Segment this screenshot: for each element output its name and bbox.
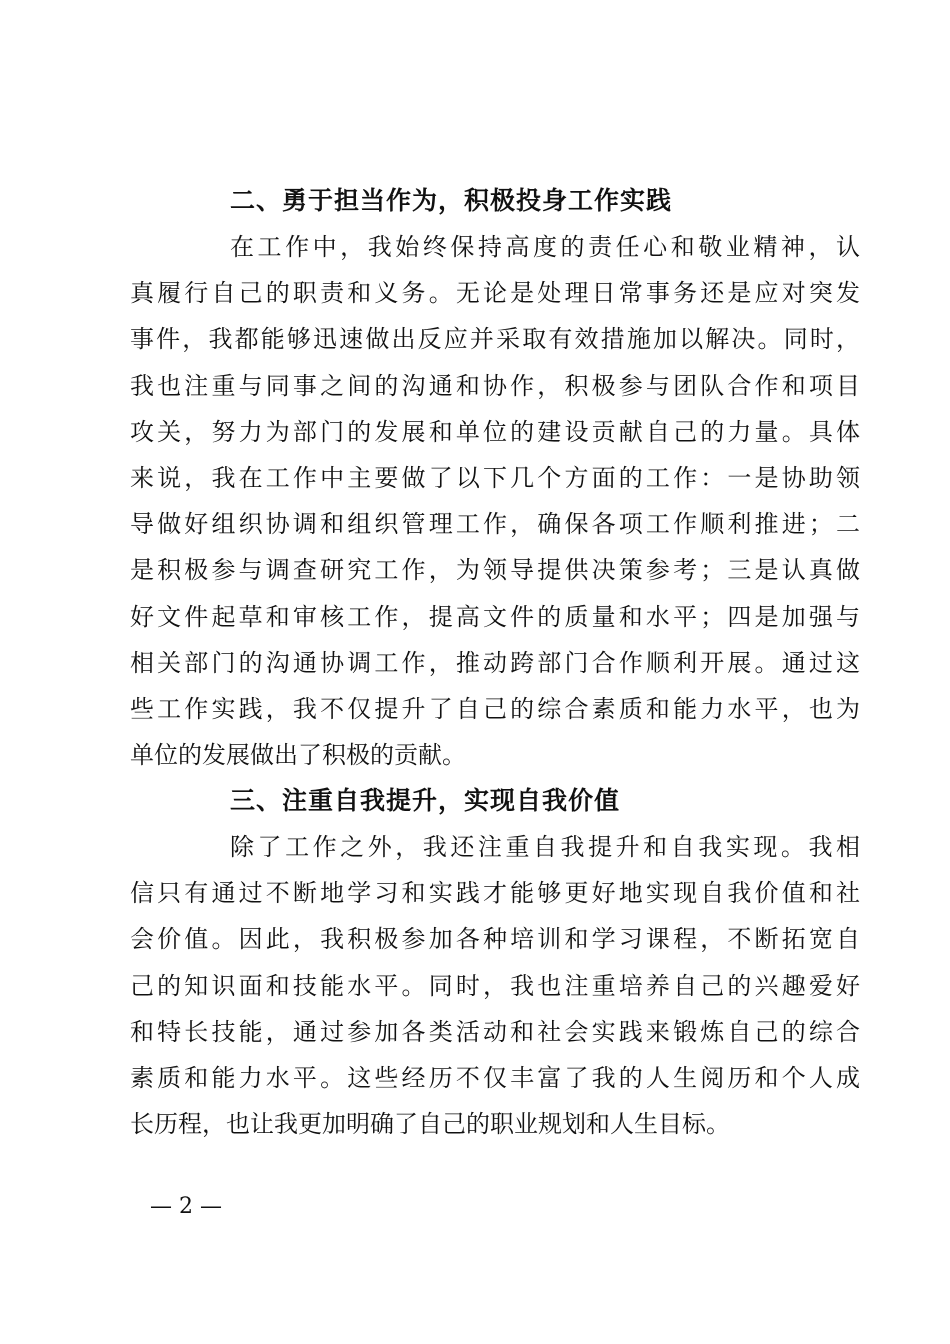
paragraph-line: 攻关，努力为部门的发展和单位的建设贡献自己的力量。具体 [130, 417, 860, 446]
paragraph-line: 单位的发展做出了积极的贡献。 [130, 741, 466, 770]
section-heading-3: 三、注重自我提升，实现自我价值 [230, 786, 621, 815]
paragraph-line: 是积极参与调查研究工作，为领导提供决策参考；三是认真做 [130, 556, 860, 585]
paragraph-line: 己的知识面和技能水平。同时，我也注重培养自己的兴趣爱好 [130, 971, 860, 1000]
paragraph-line: 长历程，也让我更加明确了自己的职业规划和人生目标。 [130, 1110, 730, 1139]
page-number: — 2 — [150, 1194, 222, 1219]
section-paragraph-3 [130, 824, 860, 1147]
paragraph-line: 素质和能力水平。这些经历不仅丰富了我的人生阅历和个人成 [130, 1064, 860, 1093]
paragraph-line: 事件，我都能够迅速做出反应并采取有效措施加以解决。同时， [130, 325, 860, 354]
section-heading-2: 二、勇于担当作为，积极投身工作实践 [230, 186, 673, 215]
paragraph-line: 在工作中，我始终保持高度的责任心和敬业精神，认 [230, 233, 860, 261]
paragraph-line: 会价值。因此，我积极参加各种培训和学习课程，不断拓宽自 [130, 925, 860, 954]
paragraph-line: 好文件起草和审核工作，提高文件的质量和水平；四是加强与 [130, 602, 860, 631]
paragraph-line: 来说，我在工作中主要做了以下几个方面的工作：一是协助领 [130, 464, 860, 493]
paragraph-line: 导做好组织协调和组织管理工作，确保各项工作顺利推进；二 [130, 510, 860, 539]
paragraph-line: 信只有通过不断地学习和实践才能够更好地实现自我价值和社 [130, 879, 860, 908]
paragraph-line: 和特长技能，通过参加各类活动和社会实践来锻炼自己的综合 [130, 1017, 860, 1046]
paragraph-line: 除了工作之外，我还注重自我提升和自我实现。我相 [230, 833, 860, 861]
paragraph-line: 相关部门的沟通协调工作，推动跨部门合作顺利开展。通过这 [130, 648, 860, 677]
paragraph-line: 真履行自己的职责和义务。无论是处理日常事务还是应对突发 [130, 279, 860, 308]
paragraph-line: 我也注重与同事之间的沟通和协作，积极参与团队合作和项目 [130, 371, 860, 400]
paragraph-line: 些工作实践，我不仅提升了自己的综合素质和能力水平，也为 [130, 695, 860, 724]
section-paragraph-2 [130, 224, 860, 778]
